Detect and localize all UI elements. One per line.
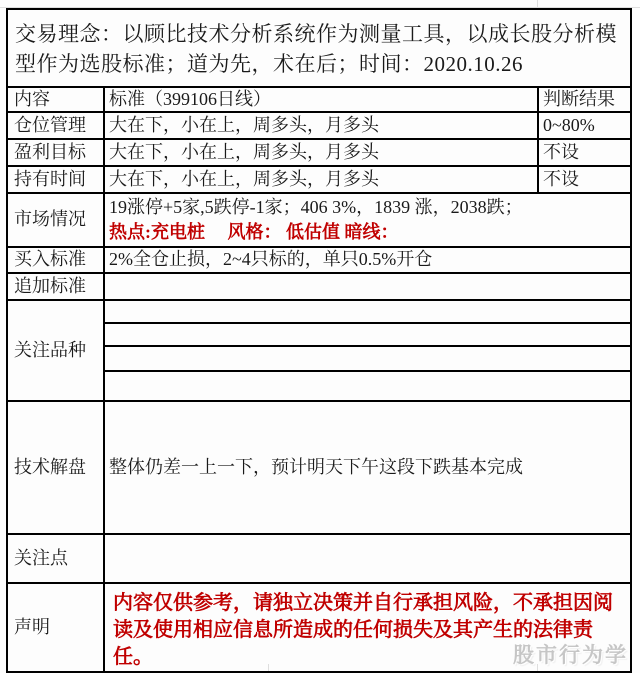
trading-plan-table (6, 8, 632, 673)
table-row (7, 112, 631, 139)
cell-holding-time-result: 不设 (538, 166, 631, 193)
table-row (7, 534, 631, 583)
cell-profit-target-result: 不设 (538, 139, 631, 166)
row-label-market-condition: 市场情况 (7, 193, 104, 247)
cell-focus-points (104, 534, 631, 583)
row-label-buy-standard: 买入标准 (7, 247, 104, 273)
sheet-gridline-vertical (537, 0, 538, 8)
cell-holding-time-standard: 大在下，小在上，周多头，月多头 (104, 166, 538, 193)
table-row (7, 247, 631, 273)
table-row (7, 193, 631, 247)
cell-position-management-result: 0~80% (538, 112, 631, 139)
table-row (7, 273, 631, 300)
market-hotspot-line: 热点:充电桩 风格： 低估值 暗线： (109, 221, 399, 242)
table-row (7, 9, 631, 87)
watermark: 股市行为学 (513, 643, 628, 667)
table-row (7, 300, 631, 323)
row-label-focus-points: 关注点 (7, 534, 104, 583)
row-label-technical-review: 技术解盘 (7, 401, 104, 534)
row-label-watch-varieties: 关注品种 (7, 300, 104, 401)
cell-add-standard (104, 273, 631, 300)
market-stats-line: 19涨停+5家,5跌停-1家；406 3%，1839 涨，2038跌； (109, 196, 523, 217)
cell-watch-varieties-1 (104, 300, 631, 323)
cell-buy-standard: 2%全仓止损，2~4只标的，单只0.5%开仓 (104, 247, 631, 273)
cell-technical-review: 整体仍差一上一下，预计明天下午这段下跌基本完成 (104, 401, 631, 534)
cell-watch-varieties-3 (104, 346, 631, 371)
row-label-disclaimer: 声明 (7, 583, 104, 672)
column-header-result: 判断结果 (538, 87, 631, 112)
cell-profit-target-standard: 大在下，小在上，周多头，月多头 (104, 139, 538, 166)
table-row (7, 166, 631, 193)
column-header-standard: 标准（399106日线） (104, 87, 538, 112)
table-row (7, 87, 631, 112)
trading-philosophy-header: 交易理念：以顾比技术分析系统作为测量工具，以成长股分析模型作为选股标准；道为先，术在后；时间：2020.10.26 (7, 9, 631, 87)
table-row (7, 401, 631, 534)
cell-disclaimer-text: 内容仅供参考，请独立决策并自行承担风险，不承担因阅读及使用相应信息所造成的任何损失及其产生的法律责任。 (104, 583, 631, 672)
cell-position-management-standard: 大在下，小在上，周多头，月多头 (104, 112, 538, 139)
cell-market-condition (104, 193, 631, 247)
row-label-add-standard: 追加标准 (7, 273, 104, 300)
row-label-position-management: 仓位管理 (7, 112, 104, 139)
row-label-profit-target: 盈利目标 (7, 139, 104, 166)
cell-watch-varieties-2 (104, 323, 631, 346)
cell-watch-varieties-4 (104, 371, 631, 401)
row-label-holding-time: 持有时间 (7, 166, 104, 193)
column-header-content: 内容 (7, 87, 104, 112)
table-row (7, 139, 631, 166)
